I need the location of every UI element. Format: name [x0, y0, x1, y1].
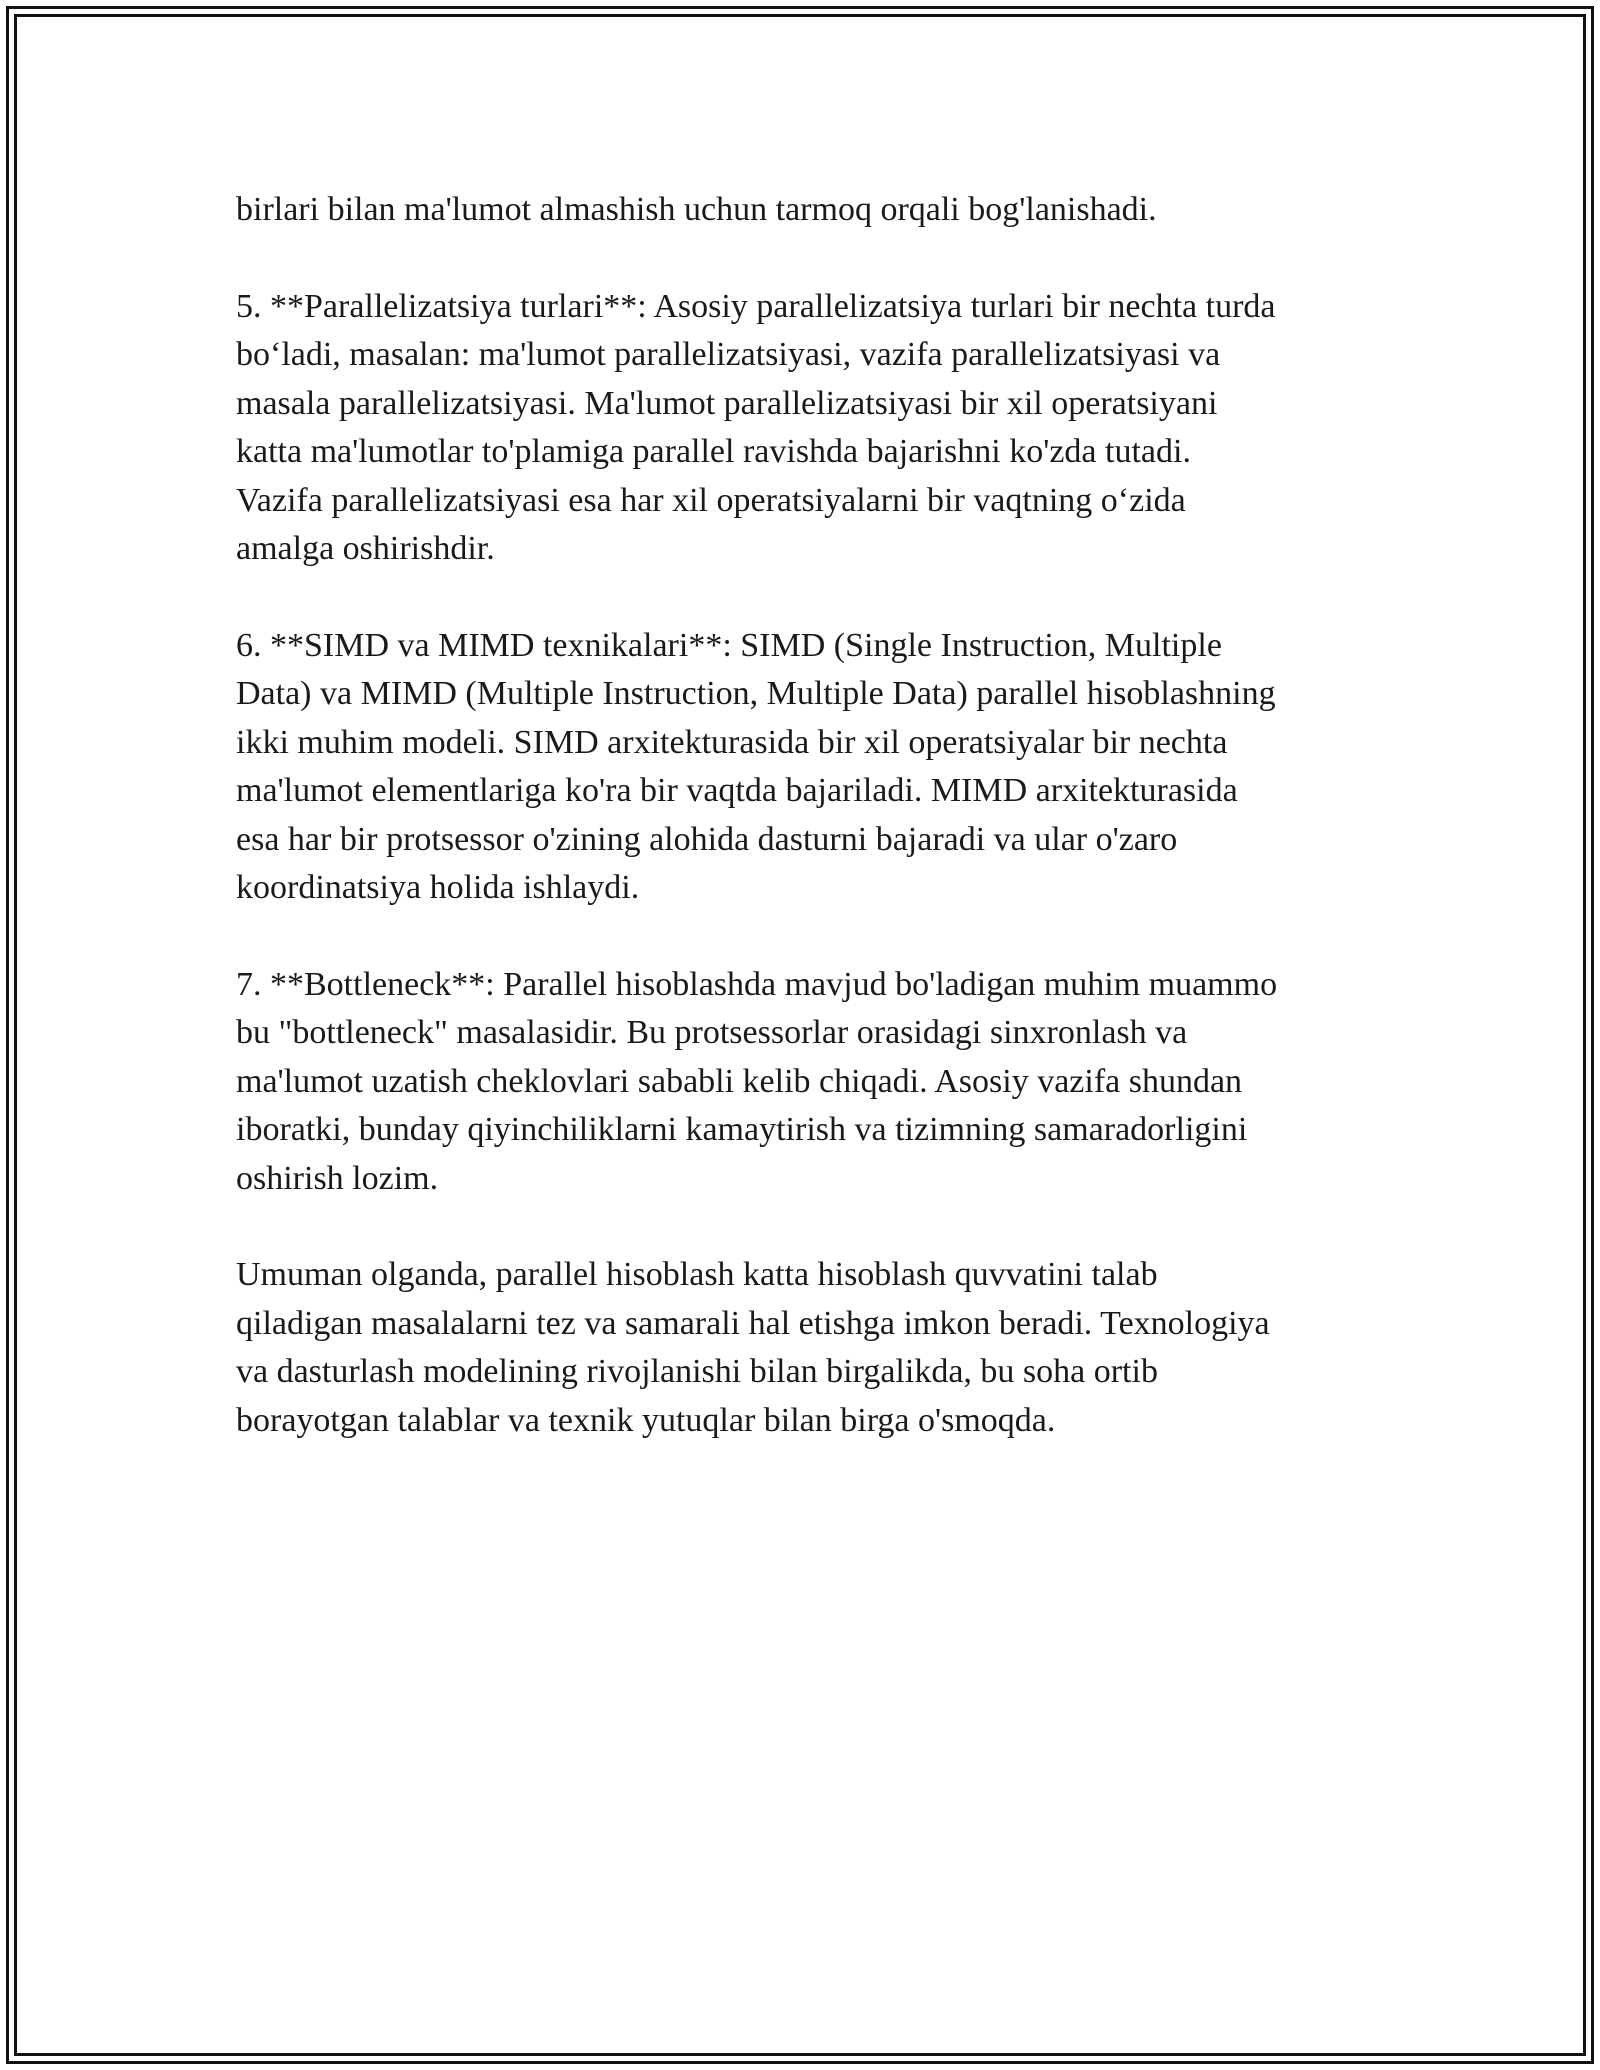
text-line: Data) va MIMD (Multiple Instruction, Multiple Data) parallel hisoblashning	[236, 675, 1276, 712]
text-line: 6. **SIMD va MIMD texnikalari**: SIMD (Single Instruction, Multiple	[236, 626, 1222, 664]
text-line: Vazifa parallelizatsiyasi esa har xil operatsiyalarni bir vaqtning o‘zida	[236, 481, 1186, 519]
text-line: masala parallelizatsiyasi. Ma'lumot parallelizatsiyasi bir xil operatsiyani	[236, 384, 1218, 422]
text-line: Umuman olganda, parallel hisoblash katta hisoblash quvvatini talab	[236, 1256, 1158, 1293]
paragraph-parallelization-types	[236, 283, 1366, 574]
text-line: oshirish lozim.	[236, 1159, 439, 1197]
paragraph-simd-mimd	[236, 622, 1366, 913]
text-line: birlari bilan ma'lumot almashish uchun tarmoq orqali bog'lanishadi.	[236, 191, 1157, 228]
text-line: katta ma'lumotlar to'plamiga parallel ravishda bajarishni ko'zda tutadi.	[236, 433, 1191, 470]
text-line: amalga oshirishdir.	[236, 530, 495, 567]
text-line: 5. **Parallelizatsiya turlari**: Asosiy parallelizatsiya turlari bir nechta turda	[236, 287, 1276, 325]
text-line: va dasturlash modelining rivojlanishi bilan birgalikda, bu soha ortib	[236, 1353, 1158, 1390]
text-line: bu "bottleneck" masalasidir. Bu protsessorlar orasidagi sinxronlash va	[236, 1014, 1188, 1051]
text-line: iboratki, bunday qiyinchiliklarni kamaytirish va tizimning samaradorligini	[236, 1111, 1248, 1148]
text-line: ma'lumot elementlariga ko'ra bir vaqtda bajariladi. MIMD arxitekturasida	[236, 772, 1238, 809]
text-line: esa har bir protsessor o'zining alohida dasturni bajaradi va ular o'zaro	[236, 820, 1178, 858]
text-line: borayotgan talablar va texnik yutuqlar bilan birga o'smoqda.	[236, 1401, 1056, 1439]
paragraph-conclusion	[236, 1251, 1366, 1445]
paragraph-continuation	[236, 186, 1366, 235]
paragraph-bottleneck	[236, 961, 1366, 1204]
text-line: 7. **Bottleneck**: Parallel hisoblashda mavjud bo'ladigan muhim muammo	[236, 965, 1278, 1003]
document-body	[236, 186, 1366, 1493]
text-line: bo‘ladi, masalan: ma'lumot parallelizatsiyasi, vazifa parallelizatsiyasi va	[236, 336, 1221, 373]
text-line: ma'lumot uzatish cheklovlari sababli kelib chiqadi. Asosiy vazifa shundan	[236, 1062, 1243, 1100]
text-line: qiladigan masalalarni tez va samarali hal etishga imkon beradi. Texnologiya	[236, 1304, 1270, 1342]
text-line: ikki muhim modeli. SIMD arxitekturasida bir xil operatsiyalar bir nechta	[236, 723, 1228, 761]
text-line: koordinatsiya holida ishlaydi.	[236, 869, 640, 906]
